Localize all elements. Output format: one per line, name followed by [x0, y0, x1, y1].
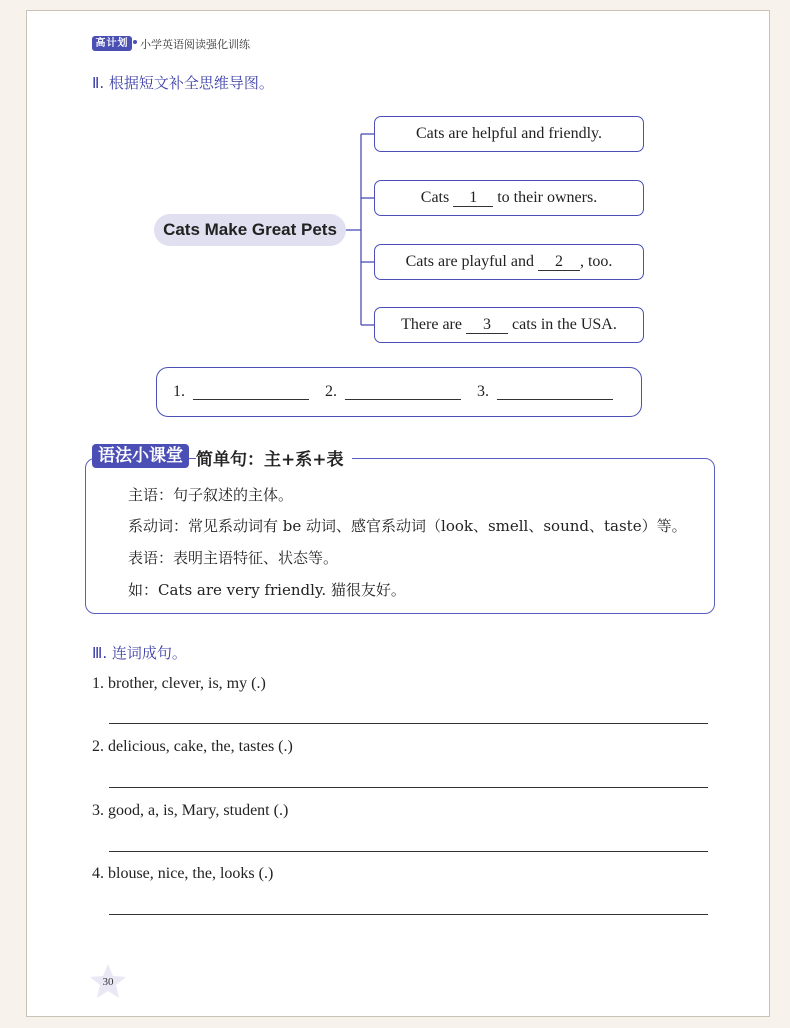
grammar-title: 简单句：主+系+表 — [196, 445, 352, 470]
branch-4 — [374, 307, 644, 343]
grammar-line-example: 如：Cats are very friendly. 猫很友好。 — [128, 581, 406, 599]
page-number: 30 — [102, 976, 114, 988]
grammar-tag: 语法小课堂 — [92, 444, 189, 468]
section-3-title: Ⅲ. 连词成句。 — [92, 644, 187, 662]
branch-4-pre: There are — [401, 316, 462, 333]
answer-line-q4[interactable] — [109, 914, 708, 915]
blank-2[interactable]: 2 — [538, 254, 580, 271]
branch-2-post: to their owners. — [497, 189, 598, 206]
question-2: 2. delicious, cake, the, tastes (.) — [92, 738, 293, 755]
question-1: 1. brother, clever, is, my (.) — [92, 675, 266, 692]
blank-1[interactable]: 1 — [453, 190, 493, 207]
series-title: 小学英语阅读强化训练 — [140, 38, 250, 51]
answer-label-1: 1. — [173, 383, 185, 400]
answer-item-3 — [477, 383, 613, 401]
answer-line-q2[interactable] — [109, 787, 708, 788]
section-2-title: Ⅱ. 根据短文补全思维导图。 — [92, 74, 274, 92]
question-4: 4. blouse, nice, the, looks (.) — [92, 865, 274, 882]
answer-item-1 — [173, 383, 309, 401]
branch-1-text: Cats are helpful and friendly. — [415, 125, 602, 142]
answer-line-q3[interactable] — [109, 851, 708, 852]
branch-1 — [374, 116, 644, 152]
branch-3-post: , too. — [579, 253, 613, 270]
answer-label-3: 3. — [477, 383, 489, 400]
answer-item-2 — [325, 383, 461, 401]
branch-2 — [374, 180, 644, 216]
answer-box — [156, 367, 642, 417]
question-3: 3. good, a, is, Mary, student (.) — [92, 802, 289, 819]
answer-line-q1[interactable] — [109, 723, 708, 724]
answer-line-3[interactable] — [497, 385, 613, 400]
grammar-line-linking-verb: 系动词：常见系动词有 be 动词、感官系动词（look、smell、sound、taste）等。 — [128, 517, 687, 535]
branch-4-post: cats in the USA. — [511, 316, 617, 333]
blank-3[interactable]: 3 — [466, 317, 508, 334]
answer-line-1[interactable] — [193, 385, 309, 400]
answer-line-2[interactable] — [345, 385, 461, 400]
grammar-line-subject: 主语：句子叙述的主体。 — [128, 486, 294, 504]
brand-logo: 高计划 — [92, 36, 132, 51]
branch-3 — [374, 244, 644, 280]
mind-map-center: Cats Make Great Pets — [154, 214, 346, 246]
branch-2-pre: Cats — [420, 189, 450, 206]
branch-3-pre: Cats are playful and — [405, 253, 534, 270]
grammar-line-predicative: 表语：表明主语特征、状态等。 — [128, 549, 339, 567]
answer-label-2: 2. — [325, 383, 337, 400]
